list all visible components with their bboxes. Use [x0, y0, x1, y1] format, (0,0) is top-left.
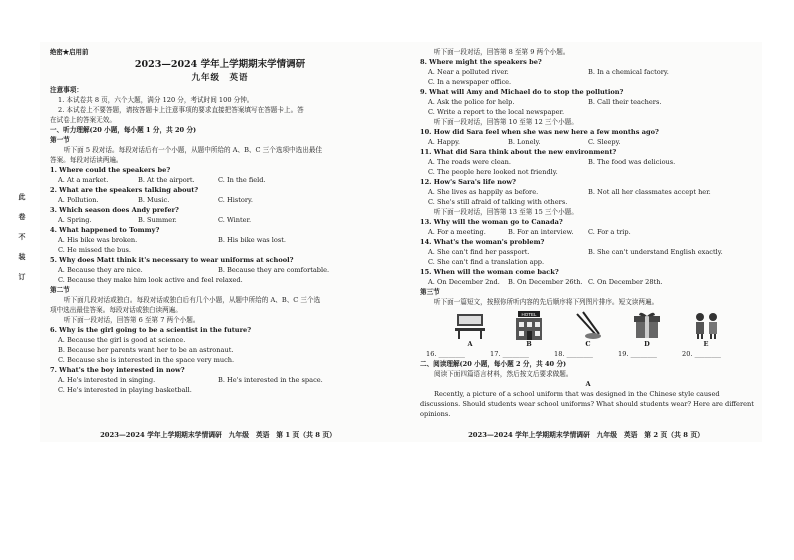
text-line: C. He's interested in playing basketball.	[58, 386, 192, 394]
text-line: 项中选出最佳答案。每段对话或独白读两遍。	[50, 306, 182, 314]
answer-blank: 19. ________	[618, 350, 657, 358]
option-text: A. He's interested in singing.	[58, 376, 156, 384]
classroom-icon	[453, 310, 487, 340]
text-line: 听下面一段对话，回答第 10 至第 12 三个小题。	[434, 118, 578, 126]
option-text: C. Sleepy.	[588, 138, 621, 146]
text-line: A	[585, 380, 591, 388]
picture-label: E	[703, 340, 709, 348]
text-line: 一、听力理解(20 小题，每小题 1 分，共 20 分)	[50, 126, 197, 134]
binding-char: 此	[18, 192, 26, 201]
option-text: B. The food was delicious.	[588, 158, 676, 166]
text-line: C. She's still afraid of talking with others.	[428, 198, 568, 206]
options-row	[420, 68, 756, 78]
options-row	[420, 158, 756, 168]
text-line: B. Because her parents want her to be an astronaut.	[58, 346, 234, 354]
text-line: 答案。每段对话读两遍。	[50, 156, 123, 164]
text-line: 10. How did Sara feel when she was new here a few months ago?	[420, 128, 659, 136]
option-text: A. Happy.	[428, 138, 461, 146]
options-row	[50, 196, 390, 206]
option-text: B. At the airport.	[138, 176, 195, 184]
option-text: B. Call their teachers.	[588, 98, 662, 106]
gift-box-icon	[630, 310, 664, 340]
binding-char: 卷	[18, 212, 26, 221]
text-line: 6. Why is the girl going to be a scientist in the future?	[50, 326, 252, 334]
text-line: 第一节	[50, 136, 70, 144]
picture-label: B	[526, 340, 532, 348]
options-row	[420, 188, 756, 198]
text-line: 听下面几段对话或独白。每段对话或独白后有几个小题，从题中所给的 A、B、C 三个选	[64, 296, 321, 304]
options-row	[50, 376, 390, 386]
text-line: 1. 本试卷共 8 页，六个大题，满分 120 分，考试时间 100 分钟。	[58, 96, 254, 104]
picture-row	[420, 308, 756, 350]
binding-margin-label	[12, 192, 32, 292]
options-row	[50, 266, 390, 276]
option-text: A. The roads were clean.	[428, 158, 512, 166]
options-row	[420, 248, 756, 258]
text-line: 阅读下面四篇语言材料，然后按文后要求做题。	[434, 370, 573, 378]
exam-scan	[18, 42, 762, 442]
options-row	[420, 228, 756, 238]
options-row	[420, 98, 756, 108]
page-2-footer: 2023—2024 学年上学期期末学情调研 九年级 英语 第 2 页（共 8 页）	[468, 430, 704, 439]
text-line: 注意事项：	[50, 86, 83, 94]
text-line: 2. What are the speakers talking about?	[50, 186, 199, 194]
picture-option	[627, 310, 667, 350]
text-line: 1. Where could the speakers be?	[50, 166, 171, 174]
option-text: A. At a market.	[58, 176, 109, 184]
exam-page-2	[410, 42, 762, 442]
text-line: 听下面一段对话，回答第 13 至第 15 三个小题。	[434, 208, 578, 216]
text-line: 第三节	[420, 288, 440, 296]
answer-blank: 16. ________	[426, 350, 465, 358]
option-text: C. For a trip.	[588, 228, 631, 236]
option-text: A. Ask the police for help.	[428, 98, 515, 106]
reading-section	[420, 360, 756, 420]
option-text: A. She lives as happily as before.	[428, 188, 539, 196]
exam-subject: 九年级 英语	[191, 73, 249, 83]
text-line: C. The people here looked not friendly.	[428, 168, 558, 176]
option-text: B. Not all her classmates accept her.	[588, 188, 711, 196]
exam-page-1	[18, 42, 396, 442]
text-line: 听下面一段对话，回答第 6 至第 7 两个小题。	[64, 316, 200, 324]
picture-label: D	[644, 340, 650, 348]
text-line: 第二节	[50, 286, 70, 294]
binding-char: 订	[18, 272, 26, 281]
option-text: C. On December 28th.	[588, 278, 663, 286]
option-text: A. Because they are nice.	[58, 266, 143, 274]
text-line: 11. What did Sara think about the new environment?	[420, 148, 617, 156]
answer-blank: 17. ________	[490, 350, 529, 358]
option-text: B. Summer.	[138, 216, 177, 224]
option-text: A. On December 2nd.	[428, 278, 500, 286]
options-row	[50, 216, 390, 226]
option-text: C. History.	[218, 196, 253, 204]
option-text: B. Lonely.	[508, 138, 541, 146]
page-1-body	[50, 86, 390, 396]
text-line: 2. 本试卷上不要答题，请按答题卡上注意事项的要求直接把答案填写在答题卡上。答	[58, 106, 304, 114]
options-row	[50, 236, 390, 246]
text-line: 听下面一篇短文，按照你所听内容的先后顺序将下列图片排序。短文读两遍。	[434, 298, 659, 306]
chopsticks-icon	[571, 310, 605, 340]
text-line: 听下面一段对话，回答第 8 至第 9 两个小题。	[434, 48, 570, 56]
people-icon	[689, 310, 723, 340]
picture-option	[686, 310, 726, 350]
confidential-mark: 绝密★启用前	[50, 48, 89, 56]
picture-option	[450, 310, 490, 350]
text-line: C. In a newspaper office.	[428, 78, 512, 86]
binding-char: 不	[18, 232, 26, 241]
hotel-icon	[512, 310, 546, 340]
option-text: B. In a chemical factory.	[588, 68, 669, 76]
text-line: C. Because they make him look active and feel relaxed.	[58, 276, 243, 284]
answer-blank: 18. ________	[554, 350, 593, 358]
text-line: 9. What will Amy and Michael do to stop the pollution?	[420, 88, 624, 96]
text-line: Recently, a picture of a school uniform that was designed in the Chinese style caused	[434, 390, 720, 398]
picture-option	[568, 310, 608, 350]
page-2-body	[420, 48, 756, 308]
text-line: 14. What's the woman's problem?	[420, 238, 545, 246]
text-line: 在试卷上的答案无效。	[50, 116, 116, 124]
page-1-footer: 2023—2024 学年上学期期末学情调研 九年级 英语 第 1 页（共 8 页）	[100, 430, 336, 439]
picture-label: A	[467, 340, 473, 348]
exam-title: 2023—2024 学年上学期期末学情调研	[134, 59, 306, 70]
text-line: C. She can't find a translation app.	[428, 258, 545, 266]
option-text: A. Near a polluted river.	[428, 68, 509, 76]
option-text: B. On December 26th.	[508, 278, 583, 286]
options-row	[420, 138, 756, 148]
text-line: 15. When will the woman come back?	[420, 268, 559, 276]
text-line: discussions. Should students wear school uniforms? What should students wear? Here are different	[420, 400, 754, 408]
option-text: A. Pollution.	[58, 196, 99, 204]
binding-char: 装	[18, 252, 26, 261]
option-text: A. Spring.	[58, 216, 92, 224]
options-row	[50, 176, 390, 186]
text-line: 听下面 5 段对话。每段对话后有一个小题，从题中所给的 A、B、C 三个选项中选出最佳	[64, 146, 323, 154]
option-text: B. His bike was lost.	[218, 236, 286, 244]
option-text: A. His bike was broken.	[58, 236, 138, 244]
options-row	[420, 278, 756, 288]
picture-option	[509, 310, 549, 350]
picture-label: C	[585, 340, 591, 348]
text-line: opinions.	[420, 410, 451, 418]
answer-blank: 20. ________	[682, 350, 721, 358]
text-line: 13. Why will the woman go to Canada?	[420, 218, 563, 226]
answer-blanks	[420, 350, 756, 360]
text-line: 7. What's the boy interested in now?	[50, 366, 185, 374]
option-text: A. She can't find her passport.	[428, 248, 530, 256]
option-text: A. For a meeting.	[428, 228, 486, 236]
text-line: 12. How's Sara's life now?	[420, 178, 516, 186]
text-line: 5. Why does Matt think it's necessary to wear uniforms at school?	[50, 256, 294, 264]
text-line: 4. What happened to Tommy?	[50, 226, 160, 234]
option-text: C. In the field.	[218, 176, 266, 184]
text-line: C. He missed the bus.	[58, 246, 131, 254]
option-text: B. She can't understand English exactly.	[588, 248, 723, 256]
text-line: 3. Which season does Andy prefer?	[50, 206, 179, 214]
text-line: C. Write a report to the local newspaper.	[428, 108, 565, 116]
option-text: C. Winter.	[218, 216, 252, 224]
option-text: B. He's interested in the space.	[218, 376, 323, 384]
text-line: 8. Where might the speakers be?	[420, 58, 542, 66]
hotel-sign-text: HOTEL	[521, 312, 537, 317]
option-text: B. Music.	[138, 196, 170, 204]
text-line: A. Because the girl is good at science.	[58, 336, 186, 344]
text-line: 二、阅读理解(20 小题，每小题 2 分，共 40 分)	[420, 360, 567, 368]
option-text: B. Because they are comfortable.	[218, 266, 330, 274]
option-text: B. For an interview.	[508, 228, 574, 236]
text-line: C. Because she is interested in the space very much.	[58, 356, 235, 364]
